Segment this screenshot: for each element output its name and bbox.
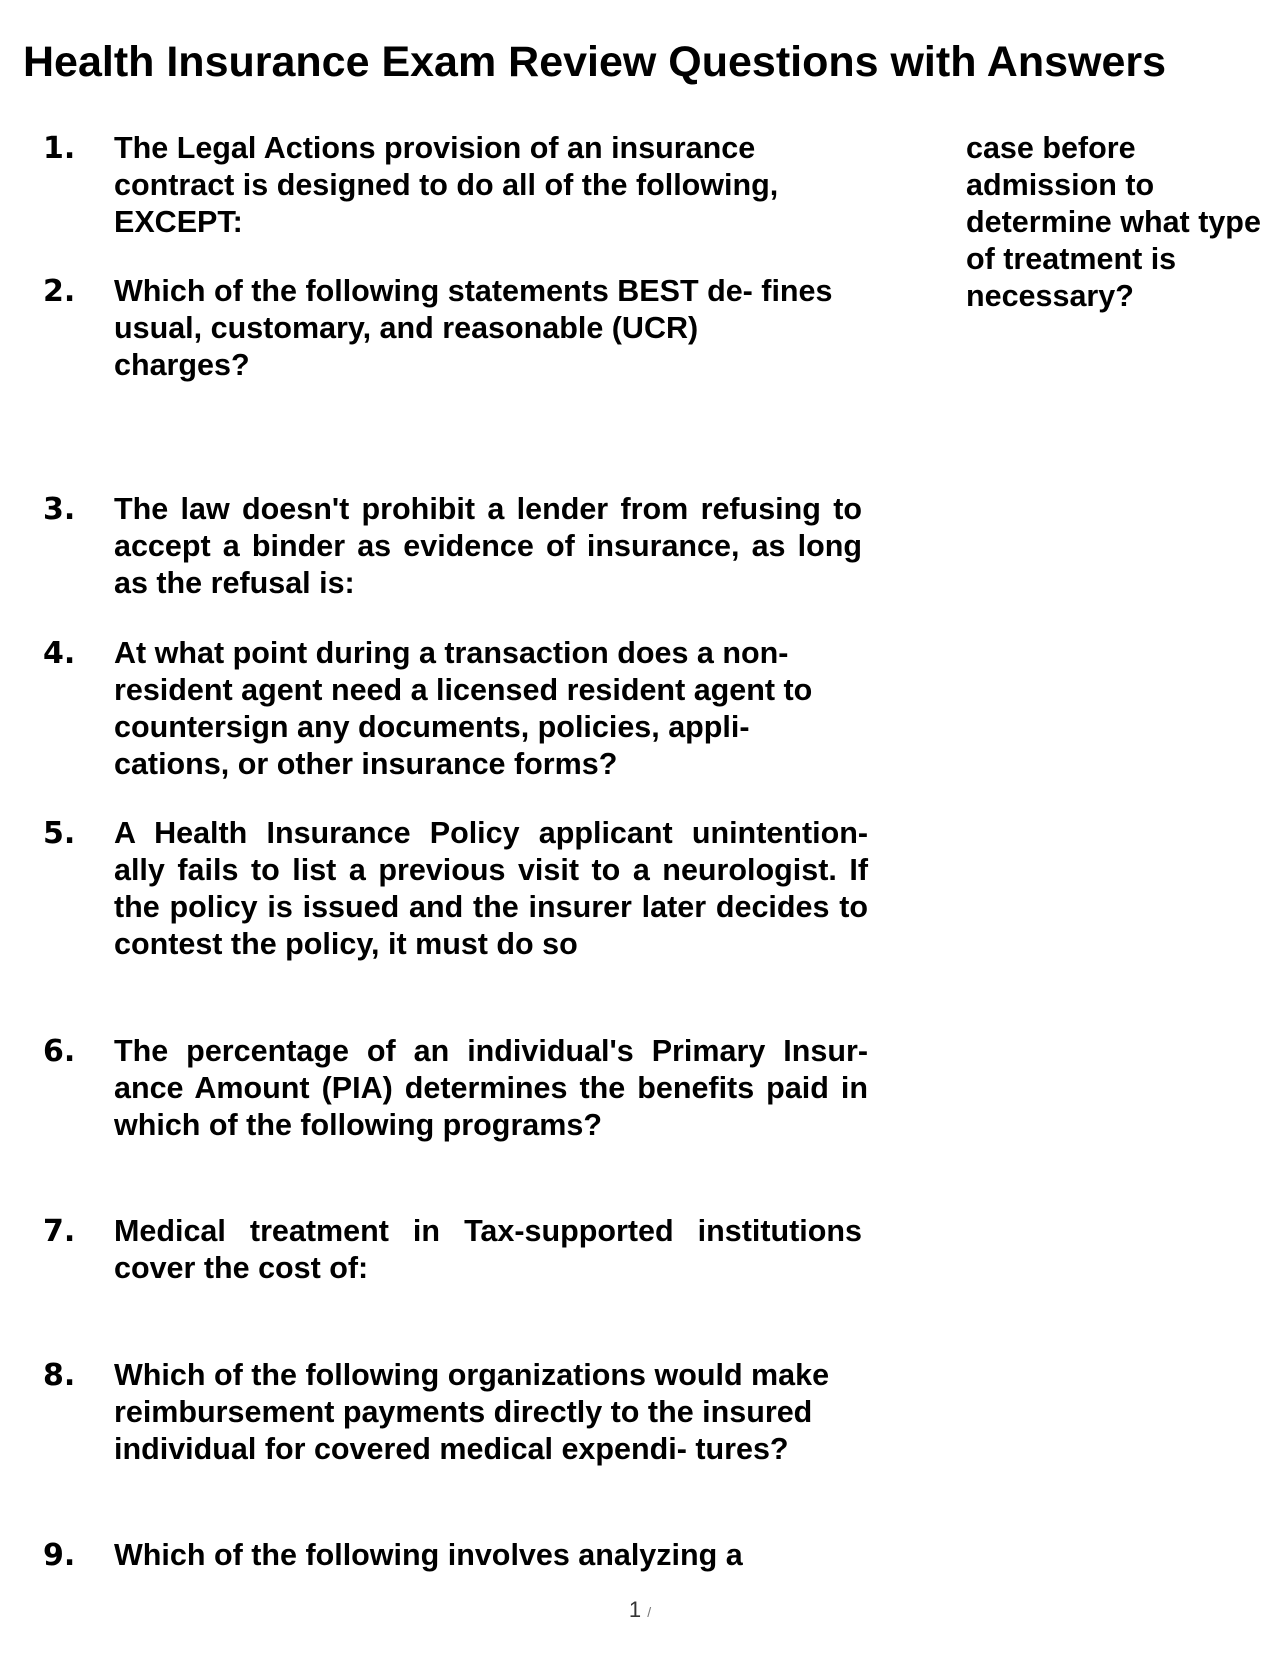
question-number: 1. [43, 131, 76, 166]
question-text: The law doesn't prohibit a lender from refusing to accept a binder as evidence of insurance, as long as the refusal is: [114, 492, 862, 600]
question-number: 7. [43, 1214, 76, 1249]
question-text: The percentage of an individual's Primary Insur- ance Amount (PIA) determines the benefits paid in which of the following programs? [114, 1034, 868, 1142]
question-number: 3. [43, 492, 76, 527]
question-number: 4. [43, 636, 76, 671]
continued-column-text: case before admission to determine what type of treatment is necessary? [966, 131, 1261, 313]
question-text: At what point during a transaction does a non- resident agent need a licensed resident agent to countersign any documents, policies, appli- cations, or other insurance forms? [114, 636, 813, 781]
page-number-separator: / [647, 1604, 652, 1620]
question-text: Medical treatment in Tax-supported institutions cover the cost of: [114, 1214, 862, 1285]
question-number: 5. [43, 816, 76, 851]
question-text: Which of the following organizations would make reimbursement payments directly to the insured individual for covered medical expendi- tures? [114, 1358, 830, 1466]
page-number [0, 1596, 1280, 1626]
question-number: 8. [43, 1358, 76, 1393]
question-text: Which of the following statements BEST de- fines usual, customary, and reasonable (UCR) charges? [114, 274, 833, 382]
question-number: 2. [43, 274, 76, 309]
question-text: Which of the following involves analyzing a [114, 1538, 743, 1572]
page-number-value: 1 [628, 1597, 642, 1622]
question-text: The Legal Actions provision of an insurance contract is designed to do all of the following, EXCEPT: [114, 131, 779, 239]
page-title: Health Insurance Exam Review Questions with Answers [23, 38, 1167, 86]
question-number: 6. [43, 1034, 76, 1069]
question-text: A Health Insurance Policy applicant unintention- ally fails to list a previous visit to a neurologist. If the policy is issued and the insurer later decides to contest the policy, it must do so [114, 816, 868, 961]
question-number: 9. [43, 1538, 76, 1573]
